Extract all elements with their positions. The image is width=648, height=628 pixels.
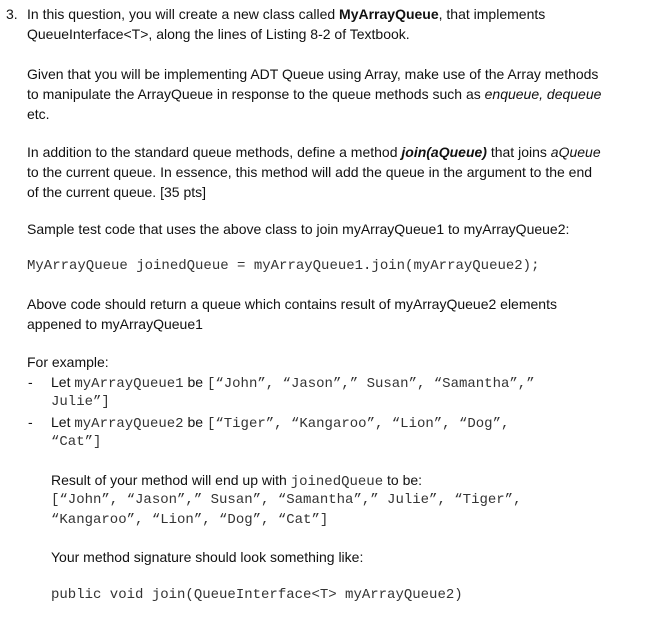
class-name: MyArrayQueue [339,6,439,22]
sample-code: MyArrayQueue joinedQueue = myArrayQueue1.join(myArrayQueue2); [27,258,540,274]
para2-line-1: Given that you will be implementing ADT Queue using Array, make use of the Array methods [27,66,599,82]
result-value-line-1: [“John”, “Jason”,” Susan”, “Samantha”,” Julie”, “Tiger”, [51,492,522,508]
example-item-2-cont: “Cat”] [51,434,102,450]
signature-code: public void join(QueueInterface<T> myArrayQueue2) [51,587,463,603]
example-item-1: Let myArrayQueue1 be [“John”, “Jason”,” Susan”, “Samantha”,” [51,374,535,392]
example-item-2: Let myArrayQueue2 be [“Tiger”, “Kangaroo”, “Lion”, “Dog”, [51,414,510,432]
intro-line-2: QueueInterface<T>, along the lines of Listing 8-2 of Textbook. [27,26,410,42]
para2-line-3: etc. [27,106,50,122]
para3-line-3: of the current queue. [35 pts] [27,184,207,200]
para2-line-2: to manipulate the ArrayQueue in response to the queue methods such as enqueue, dequeue [27,86,602,102]
signature-intro: Your method signature should look something like: [51,549,364,565]
result-text-line-1: Above code should return a queue which contains result of myArrayQueue2 elements [27,296,557,312]
sample-intro: Sample test code that uses the above class to join myArrayQueue1 to myArrayQueue2: [27,221,570,237]
para3-line-1: In addition to the standard queue methods, define a method join(aQueue) that joins aQueue [27,144,601,160]
example-item-1-cont: Julie”] [51,394,110,410]
example-item-2-dash: - [28,414,33,430]
question-number: 3. [6,6,18,22]
example-item-1-dash: - [28,374,33,390]
result-value-line-2: “Kangaroo”, “Lion”, “Dog”, “Cat”] [51,512,329,528]
result-line: Result of your method will end up with joinedQueue to be: [51,472,423,490]
result-text-line-2: appened to myArrayQueue1 [27,316,203,332]
example-heading: For example: [27,354,109,370]
intro-line-1: In this question, you will create a new class called MyArrayQueue, that implements [27,6,546,22]
para3-line-2: to the current queue. In essence, this method will add the queue in the argument to the end [27,164,593,180]
